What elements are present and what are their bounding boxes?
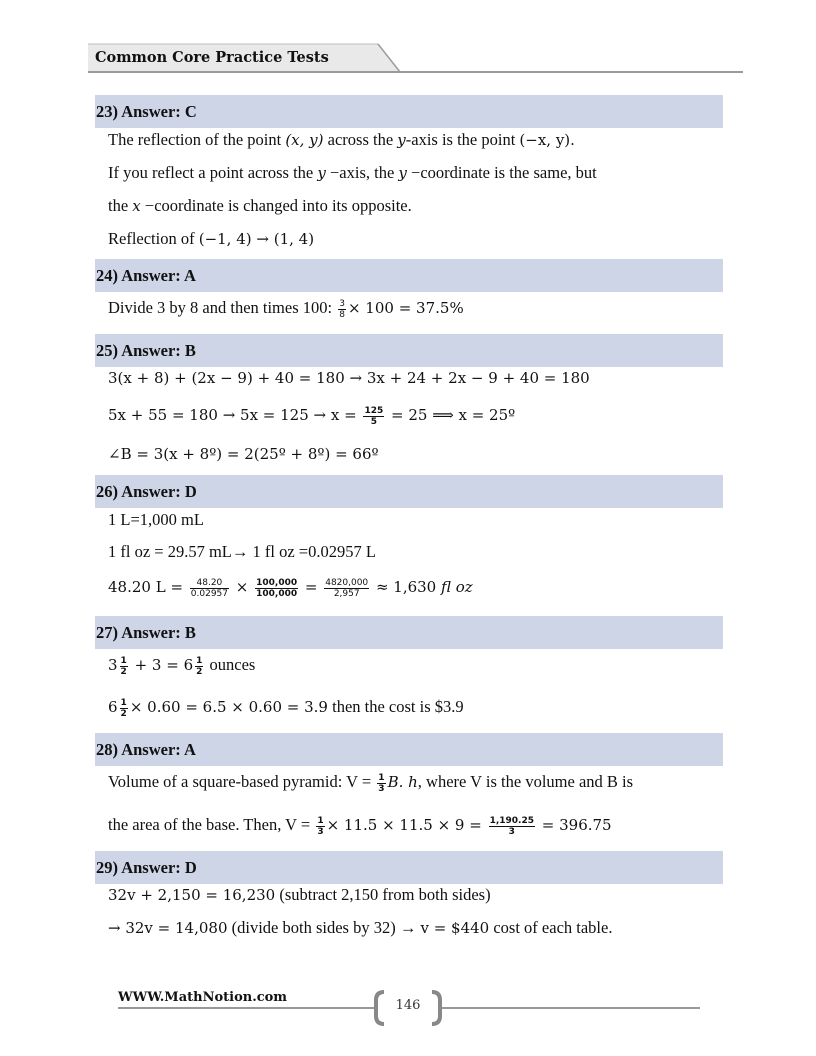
answer-28-line-2: the area of the base. Then, V = $\frac{1}{3}$ × 11.5 × 11.5 × 9 = $\frac{1,190.25}{3}$ = 396.75 — [108, 815, 612, 837]
answer-26-line-2: 1 fl oz = 29.57 mL→ 1 fl oz =0.02957 L — [108, 542, 376, 561]
fraction: $\frac{4820,000}{2,957}$ — [325, 577, 369, 599]
fraction: $\frac{1}{2}$ — [120, 697, 127, 719]
answer-heading-27: 27) Answer: B — [95, 616, 723, 649]
answer-23-line-3: the x −coordinate is changed into its opposite. — [108, 196, 412, 215]
fraction: $\frac{100,000}{100,000}$ — [256, 577, 298, 599]
answer-25-line-1: 3(x + 8) + (2x − 9) + 40 = 180 → 3x + 24 + 2x − 9 + 40 = 180 — [108, 369, 590, 387]
answer-heading-29: 29) Answer: D — [95, 851, 723, 884]
answer-25-line-2: 5x + 55 = 180 → 5x = 125 → x = $\frac{125}{5}$ = 25 ⟹ x = 25º — [108, 405, 516, 427]
fraction: $\frac{125}{5}$ — [364, 405, 384, 427]
fraction: $\frac{1}{2}$ — [120, 655, 127, 677]
fraction: $\frac{1}{2}$ — [196, 655, 203, 677]
answer-27-line-1: 3 $\frac{1}{2}$ + 3 = 6 $\frac{1}{2}$ ounces — [108, 655, 256, 677]
answer-heading-24: 24) Answer: A — [95, 259, 723, 292]
fraction: $\frac{1}{3}$ — [317, 815, 324, 837]
fraction: $\frac{48.20}{0.02957}$ — [190, 577, 228, 599]
page-number: 146 — [395, 998, 421, 1013]
answer-heading-28: 28) Answer: A — [95, 733, 723, 766]
answer-29-line-1: 32v + 2,150 = 16,230 (subtract 2,150 from both sides) — [108, 885, 491, 904]
answer-26-line-3: 48.20 L = $\frac{48.20}{0.02957}$ × $\frac{100,000}{100,000}$ = $\frac{4820,000}{2,957}$ ≈ 1,630 fl oz — [108, 577, 473, 599]
answer-24-line-1: Divide 3 by 8 and then times 100: $\frac{3}{8}$ × 100 = 37.5% — [108, 298, 464, 320]
fraction: $\frac{3}{8}$ — [339, 298, 345, 320]
answer-heading-23: 23) Answer: C — [95, 95, 723, 128]
answer-23-line-1: The reflection of the point (x, y) across the y-axis is the point (−x, y). — [108, 130, 575, 149]
answer-heading-26: 26) Answer: D — [95, 475, 723, 508]
answer-29-line-2: → 32v = 14,080 (divide both sides by 32) → v = $440 cost of each table. — [108, 918, 613, 937]
header-title: Common Core Practice Tests — [95, 49, 329, 66]
answer-26-line-1: 1 L=1,000 mL — [108, 510, 204, 529]
answer-heading-25: 25) Answer: B — [95, 334, 723, 367]
answer-25-line-3: ∠B = 3(x + 8º) = 2(25º + 8º) = 66º — [108, 445, 379, 463]
fraction: $\frac{1,190.25}{3}$ — [489, 815, 535, 837]
answer-27-line-2: 6 $\frac{1}{2}$ × 0.60 = 6.5 × 0.60 = 3.9 then the cost is $3.9 — [108, 697, 464, 719]
answer-23-line-2: If you reflect a point across the y −axis, the y −coordinate is the same, but — [108, 163, 597, 182]
footer-website: WWW.MathNotion.com — [118, 990, 288, 1005]
fraction: $\frac{1}{3}$ — [378, 772, 385, 794]
answer-23-line-4: Reflection of (−1, 4) → (1, 4) — [108, 229, 315, 248]
answer-28-line-1: Volume of a square-based pyramid: V = $\frac{1}{3}$ B. h, where V is the volume and B is — [108, 772, 634, 794]
